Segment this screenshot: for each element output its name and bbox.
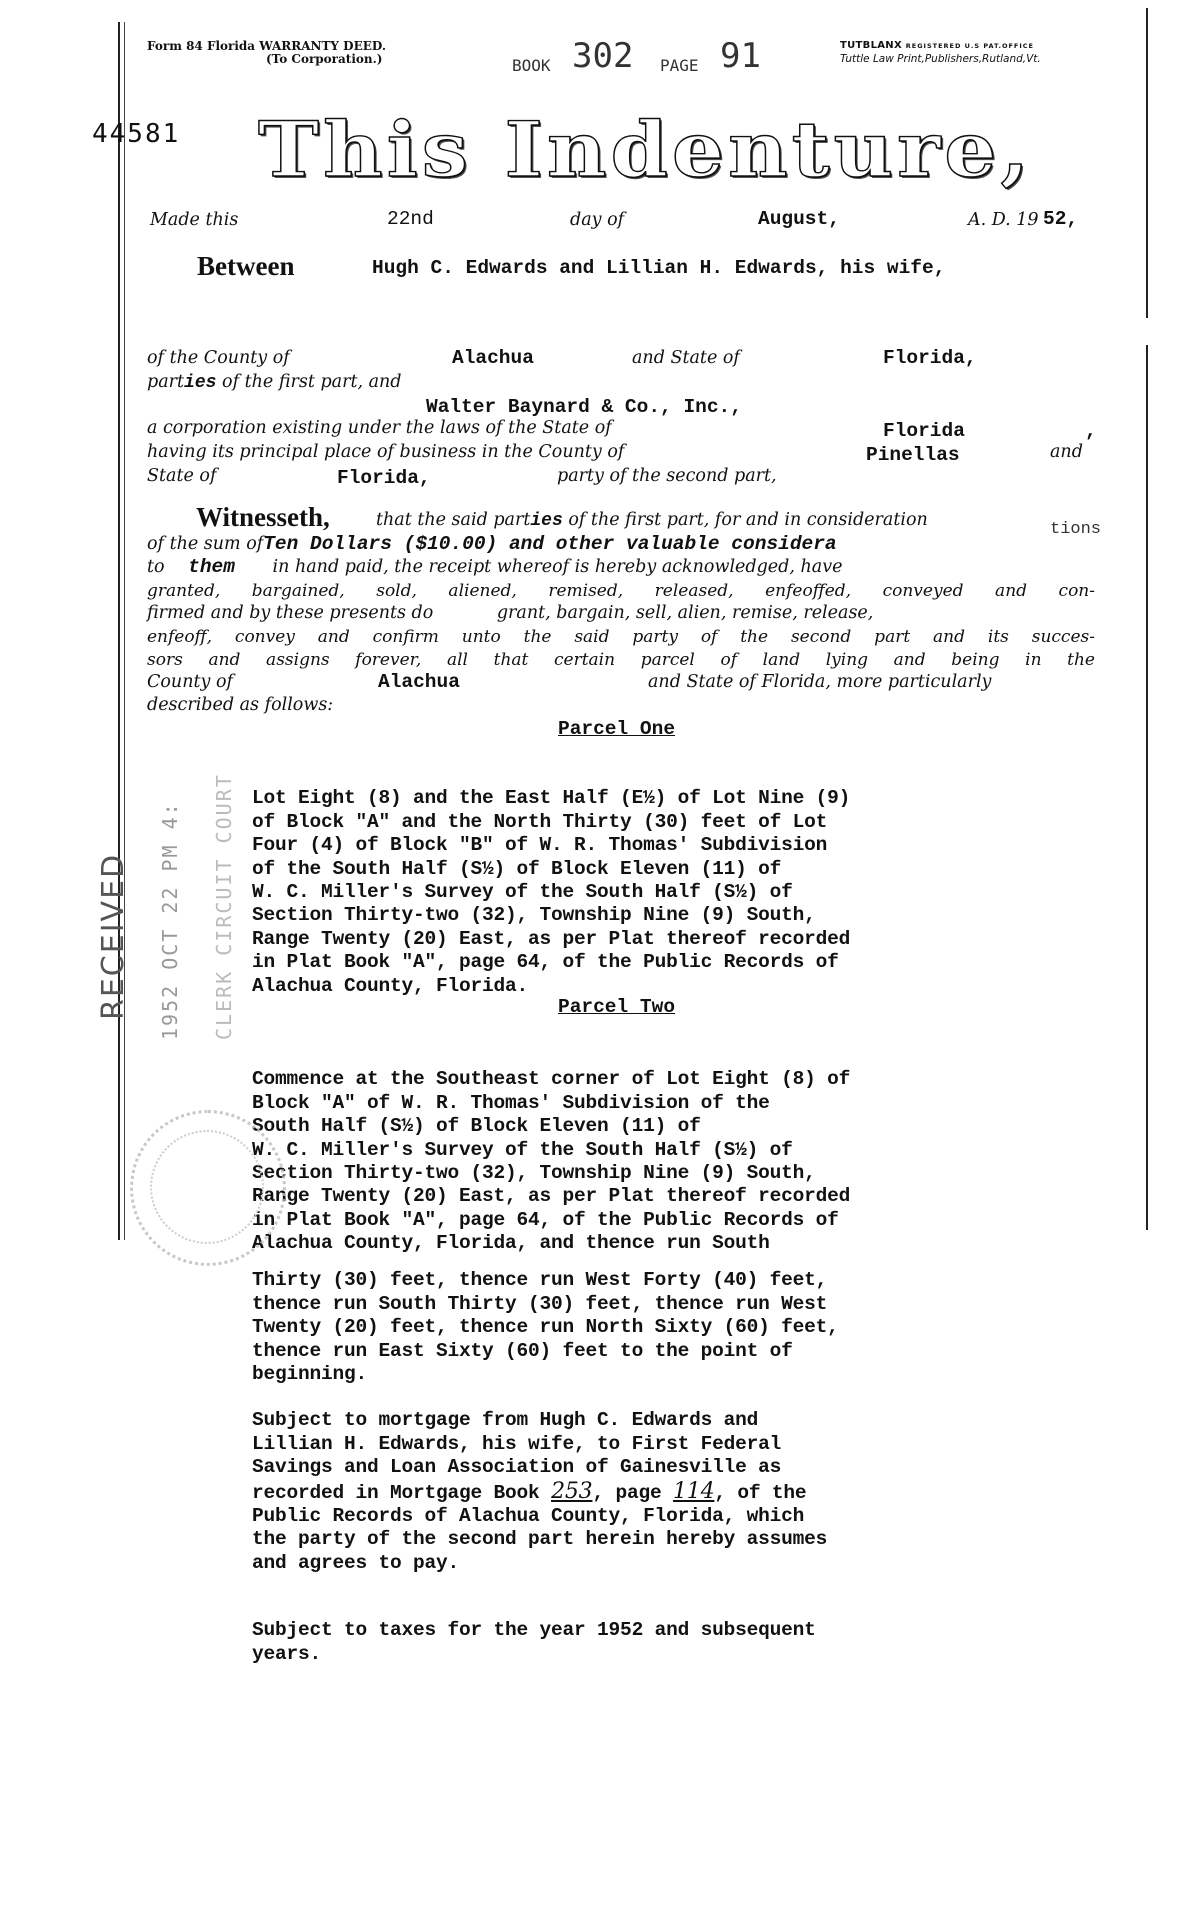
w-line5-b: grant, bargain, sell, alien, remise, release, — [496, 603, 874, 623]
grantee-name: Walter Baynard & Co., Inc., — [426, 396, 742, 418]
witnesseth-line1 — [376, 510, 928, 531]
book-number: 302 — [572, 36, 634, 76]
parcel-line: of Block "A" and the North Thirty (30) feet of Lot — [252, 810, 828, 833]
part-prefix: part — [147, 372, 185, 392]
parcel-line: Alachua County, Florida. — [252, 974, 529, 997]
witnesseth-line7: sors and assigns forever, all that certain parcel of land lying and being in the — [147, 650, 1095, 670]
corporation-label: a corporation existing under the laws of the State of — [147, 418, 612, 438]
day-of-label: day of — [570, 210, 625, 230]
w-line2-a: of the sum of — [147, 534, 264, 554]
form-title: Form 84 Florida WARRANTY DEED. — [147, 39, 387, 53]
grantor-county: Alachua — [452, 347, 534, 369]
mortgage-line: and agrees to pay. — [252, 1551, 460, 1574]
right-margin-rule-top — [1146, 8, 1148, 318]
parcel-line: South Half (S½) of Block Eleven (11) of — [252, 1115, 701, 1138]
printer-registered: REGISTERED U.S PAT.OFFICE — [905, 42, 1034, 50]
taxes-line: Subject to taxes for the year 1952 and subsequent — [252, 1619, 816, 1642]
mortgage-line: the party of the second part herein hereby assumes — [252, 1528, 828, 1551]
mortgage-line4-a: recorded in Mortgage Book — [252, 1481, 552, 1504]
left-margin-rule-inner — [124, 22, 125, 1240]
state-label: and State of — [632, 348, 740, 368]
witnesseth-line5 — [147, 603, 873, 623]
notary-seal-inner — [150, 1130, 264, 1244]
right-margin-rule-bottom — [1146, 345, 1148, 1230]
grantors: Hugh C. Edwards and Lillian H. Edwards, his wife, — [372, 257, 946, 279]
witnesseth-line6: enfeoff, convey and confirm unto the said party of the second part and its succes- — [147, 627, 1095, 647]
parcel-line: Range Twenty (20) East, as per Plat thereof recorded — [252, 1185, 851, 1208]
witnesseth-line2 — [147, 533, 837, 555]
book-label: BOOK — [512, 56, 551, 75]
second-part-label: party of the second part, — [557, 466, 777, 486]
corporation-comma: , — [1085, 420, 1097, 442]
day-value: 22nd — [387, 208, 434, 230]
w-line5-a: firmed and by these presents do — [147, 603, 434, 623]
handwritten-book-number: 253 — [551, 1478, 593, 1504]
ad-label: A. D. 19 — [968, 210, 1039, 230]
parcel-line: thence run East Sixty (60) feet to the point of — [252, 1339, 793, 1362]
printer-name: Tuttle Law Print,Publishers,Rutland,Vt. — [840, 53, 1041, 65]
parcel-line: beginning. — [252, 1363, 368, 1386]
year-value: 52, — [1043, 208, 1079, 230]
mortgage-line-4 — [252, 1480, 827, 1505]
parcel-line: in Plat Book "A", page 64, of the Public Records of — [252, 1208, 839, 1231]
parcel-line: Section Thirty-two (32), Township Nine (9) South, — [252, 1162, 816, 1185]
parcel-line: W. C. Miller's Survey of the South Half (S½) of — [252, 881, 793, 904]
parcel-line: Block "A" of W. R. Thomas' Subdivision of the — [252, 1091, 770, 1114]
taxes-clause — [252, 1596, 816, 1690]
w-line2-b: Ten Dollars ($10.00) and other valuable considera — [263, 533, 837, 555]
parcel-line: Alachua County, Florida, and thence run South — [252, 1232, 770, 1255]
mortgage-line4-c: , of the — [714, 1481, 807, 1504]
printer-brand — [840, 40, 1034, 51]
between-label: Between — [197, 251, 295, 281]
page-number: 91 — [720, 36, 761, 76]
business-county: Pinellas — [866, 444, 960, 466]
w-line3-c: in hand paid, the receipt whereof is hereby acknowledged, have — [272, 557, 843, 577]
parcel-line: Commence at the Southeast corner of Lot Eight (8) of — [252, 1068, 851, 1091]
parcel-line: of the South Half (S½) of Block Eleven (11) of — [252, 857, 782, 880]
page-title: This Indenture, — [258, 106, 1034, 195]
and-label: and — [1050, 442, 1083, 462]
w-line1-b: ies — [530, 511, 563, 531]
grantor-state: Florida, — [883, 347, 977, 369]
property-county: Alachua — [378, 671, 460, 693]
form-subtitle: (To Corporation.) — [266, 52, 383, 66]
page-label: PAGE — [660, 56, 699, 75]
parcel-two-heading: Parcel Two — [558, 996, 676, 1018]
mortgage-line4-b: , page — [592, 1481, 673, 1504]
mortgage-line: Savings and Loan Association of Gainesville as — [252, 1456, 782, 1479]
overstrike-correction: tions — [1050, 520, 1102, 539]
w-line3-a: to — [147, 557, 165, 577]
taxes-line: years. — [252, 1642, 322, 1665]
mortgage-line: Public Records of Alachua County, Florida, which — [252, 1505, 805, 1528]
first-part-label: of the first part, and — [222, 372, 402, 392]
parcel-one-heading: Parcel One — [558, 718, 676, 740]
mortgage-line: Lillian H. Edwards, his wife, to First Federal — [252, 1432, 782, 1455]
parcel-line: Lot Eight (8) and the East Half (E½) of Lot Nine (9) — [252, 787, 851, 810]
parcel-line: Range Twenty (20) East, as per Plat thereof recorded — [252, 927, 851, 950]
corporation-state: Florida — [883, 420, 965, 442]
parcel-line: thence run South Thirty (30) feet, thence run West — [252, 1292, 828, 1315]
business-state: Florida, — [337, 467, 431, 489]
first-part-line — [147, 372, 402, 393]
witnesseth-line3 — [147, 556, 842, 578]
business-label: having its principal place of business in the County of — [147, 442, 625, 462]
printer-brand-name: TUTBLANX — [840, 40, 902, 51]
parcel-line: Twenty (20) feet, thence run North Sixty (60) feet, — [252, 1316, 839, 1339]
handwritten-page-number: 114 — [672, 1478, 715, 1504]
mortgage-line: Subject to mortgage from Hugh C. Edwards and — [252, 1409, 759, 1432]
witnesseth-line9: described as follows: — [147, 695, 334, 715]
state-of-label: State of — [147, 466, 217, 486]
parcel-line: W. C. Miller's Survey of the South Half (S½) of — [252, 1138, 793, 1161]
witnesseth-line4: granted, bargained, sold, aliened, remised, released, enfeoffed, conveyed and con- — [147, 581, 1095, 601]
w-line3-b: them — [188, 556, 235, 578]
witnesseth-label: Witnesseth, — [196, 502, 330, 532]
received-stamp: RECEIVED — [96, 852, 131, 1020]
parcel-line: Thirty (30) feet, thence run West Forty (40) feet, — [252, 1269, 828, 1292]
witnesseth-line8-c: and State of Florida, more particularly — [648, 672, 992, 692]
clerk-stamp: CLERK CIRCUIT COURT — [212, 773, 236, 1040]
w-line1-a: that the said part — [376, 510, 531, 530]
mortgage-clause — [252, 1386, 827, 1599]
left-margin-rule — [118, 22, 120, 1240]
parcel-two-description — [252, 1045, 850, 1279]
recording-date-stamp: 1952 OCT 22 PM 4: — [158, 801, 182, 1040]
parcel-one-description — [252, 764, 850, 1021]
document-number: 44581 — [92, 119, 181, 149]
month-value: August, — [758, 208, 840, 230]
part-suffix: ies — [184, 373, 217, 393]
w-line1-c: of the first part, for and in consideration — [568, 510, 928, 530]
witnesseth-line8-a: County of — [147, 672, 233, 692]
parcel-line: Section Thirty-two (32), Township Nine (9) South, — [252, 904, 816, 927]
parcel-line: in Plat Book "A", page 64, of the Public Records of — [252, 951, 839, 974]
parcel-line: Four (4) of Block "B" of W. R. Thomas' Subdivision — [252, 834, 828, 857]
made-this-label: Made this — [150, 210, 239, 230]
county-label: of the County of — [147, 348, 290, 368]
